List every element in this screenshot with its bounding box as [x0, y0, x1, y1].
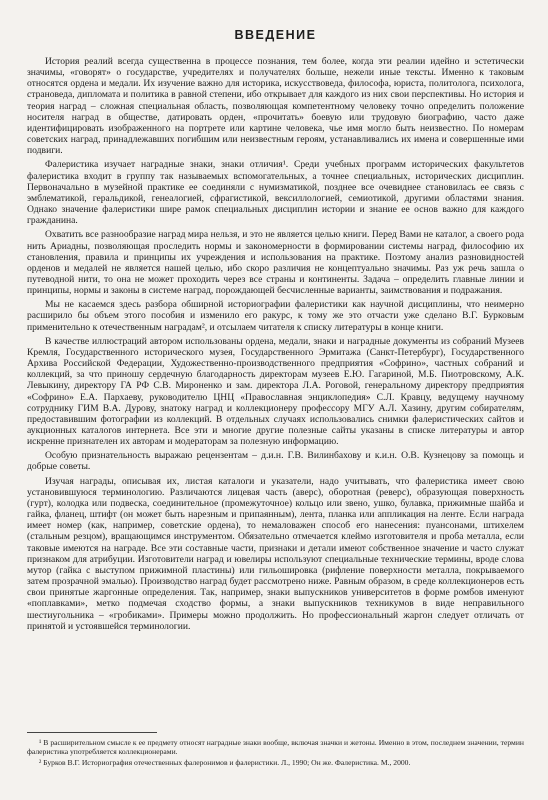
footnotes: [27, 732, 524, 770]
section-heading: ВВЕДЕНИЕ: [234, 28, 317, 42]
paragraph: Особую признательность выражаю рецензентам – д.и.н. Г.В. Вилинбахову и к.и.н. О.В. Кузнецову за помощь и добрые советы.: [27, 450, 524, 473]
footnote: ² Бурков В.Г. Историография отечественных фалеронимов и фалеристики. Л., 1990; Он же. Фалеристика. М., 2000.: [39, 758, 411, 768]
footnote-divider: [27, 732, 157, 733]
paragraph: Фалеристика изучает наградные знаки, знаки отличия¹. Среди учебных программ исторических факультетов фалеристика входит в группу так называемых вспомогательных, а точнее специальных, исторических дисциплин. Первоначально в музейной практике ее соединяли с нумизматикой, позднее все очевиднее становилась ее связь с эмблематикой, геральдикой, генеалогией, сфрагистикой, вексиллологией, семиотикой, другими областями знания. Однако значение фалеристики шире рамок специальных дисциплин истории и знание ее основ важно для каждого гражданина.: [27, 159, 524, 227]
paragraph: Охватить все разнообразие наград мира нельзя, и это не является целью книги. Перед Вами не каталог, а своего рода нить Ариадны, позволяющая проследить нормы и закономерности в формировании системы наград, философию их становления, правила и принципы их учреждения и использования на практике. Поэтому анализ разновидностей орденов и медалей не является нашей целью, ибо скоро различия не концептуально значимы. Раз уж речь зашла о путеводной нити, то она не может проходить через все страны и континенты. Задача – определить главные линии и принципы, нормы и законы в системе наград, порождающей бесчисленные варианты, заимствования и подражания.: [27, 229, 524, 297]
paragraph: Мы не касаемся здесь разбора обширной историографии фалеристики как научной дисциплины, что неимерно расширило бы объем этого пособия и изменило его ракурс, к тому же это отчасти уже сделано В.Г. Бурковым применительно к отечественным наградам², и отсылаем читателя к списку литературы в конце книги.: [27, 299, 524, 333]
body-text: [27, 56, 524, 632]
paragraph: История реалий всегда существенна в процессе познания, тем более, когда эти реалии идейно и эстетически значимы, «говорят» о государстве, учредителях и получателях больше, нежели иные тексты. Именно к таковым относятся ордена и медали. Их изучение важно для историка, искусствоведа, философа, юриста, политолога, психолога, страноведа, дипломата и политика в равной степени, ибо открывает для каждого из них свои перспективы. Но история и теория наград – сложная специальная область, позволяющая компетентному человеку точно определить положение носителя наград в обществе, датировать орден, «прочитать» боевую или трудовую биографию, часто даже идентифицировать изображенного на портрете или картине человека, чье имя могло быть неизвестно. По номерам советских наград, принадлежавших погибшим или неизвестным героям, устанавливались их имена и совершенные ими подвиги.: [27, 56, 524, 157]
paragraph: Изучая награды, описывая их, листая каталоги и указатели, надо учитывать, что фалеристика имеет свою установившуюся терминологию. Различаются лицевая часть (аверс), оборотная (реверс), образующая поверхность (гурт), колодка или подвеска, соединительное (промежуточное) кольцо или звено, ушко, булавка, прижимные шайба и гайка, фланец, штифт (он может быть нарезным и припаянным), лента, планка или аппликация на ленте. Если награда имеет номер (как, например, советские ордена), то немаловажен способ его нанесения: пуансонами, штихелем (стальным резцом), вращающимся инструментом. Обязательно отмечается клеймо изготовителя и проба металла, если таковые имеются на награде. Все эти составные части, признаки и детали имеют собственное значение и часто служат признаком для атрибуции. Изготовители наград и ювелиры используют специальные технические термины, вроде слова мутор (гайка с выступом прижимной пластины) или гильошировка (рифление поверхности металла, покрываемого затем прозрачной эмалью). Производство наград будет рассмотрено ниже. Равным образом, в среде коллекционеров есть свои принятые жаргонные определения. Так, например, знаки выпускников университетов в форме ромбов именуют «поплавками», метко подмечая сходство формы, а знаки выпускников техникумов в виде неправильного шестиугольника – «гробиками». Примеры можно продолжить. Но профессиональный жаргон следует отличать от принятой и устоявшейся терминологии.: [27, 475, 524, 632]
footnote: ¹ В расширительном смысле к ее предмету относят наградные знаки вообще, включая значки и жетоны. Именно в этом, последнем значении, термин фалеристика употребляется коллекционерами.: [27, 738, 524, 757]
paragraph: В качестве иллюстраций автором использованы ордена, медали, знаки и наградные документы из собраний Музеев Кремля, Государственного исторического музея, Государственного Эрмитажа (Санкт-Петербург), Государственного Архива Российской Федерации, Художественно-производственного предприятия «Софрино», частных собраний и коллекций, за что приношу сердечную благодарность директорам музеев Е.Ю. Гагариной, М.Б. Пиотровскому, А.К. Левыкину, директору ГА РФ С.В. Мироненко и зам. директора Л.А. Роговой, генеральному директору предприятия «Софрино» Е.А. Пархаеву, руководителю ЦНЦ «Православная энциклопедия» С.Л. Кравцу, ведущему научному сотруднику ГИМ В.А. Дурову, знатоку наград и коллекционеру профессору МГУ А.Л. Хазину, другим собирателям, предоставившим фотографии из коллекций. В отдельных случаях использовались снимки фалеристических сайтов и аукционных каталогов интернета. Все эти и многие другие полезные сайты указаны в списке литературы и автор искренне признателен их авторам и модераторам за полезную информацию.: [27, 335, 524, 448]
